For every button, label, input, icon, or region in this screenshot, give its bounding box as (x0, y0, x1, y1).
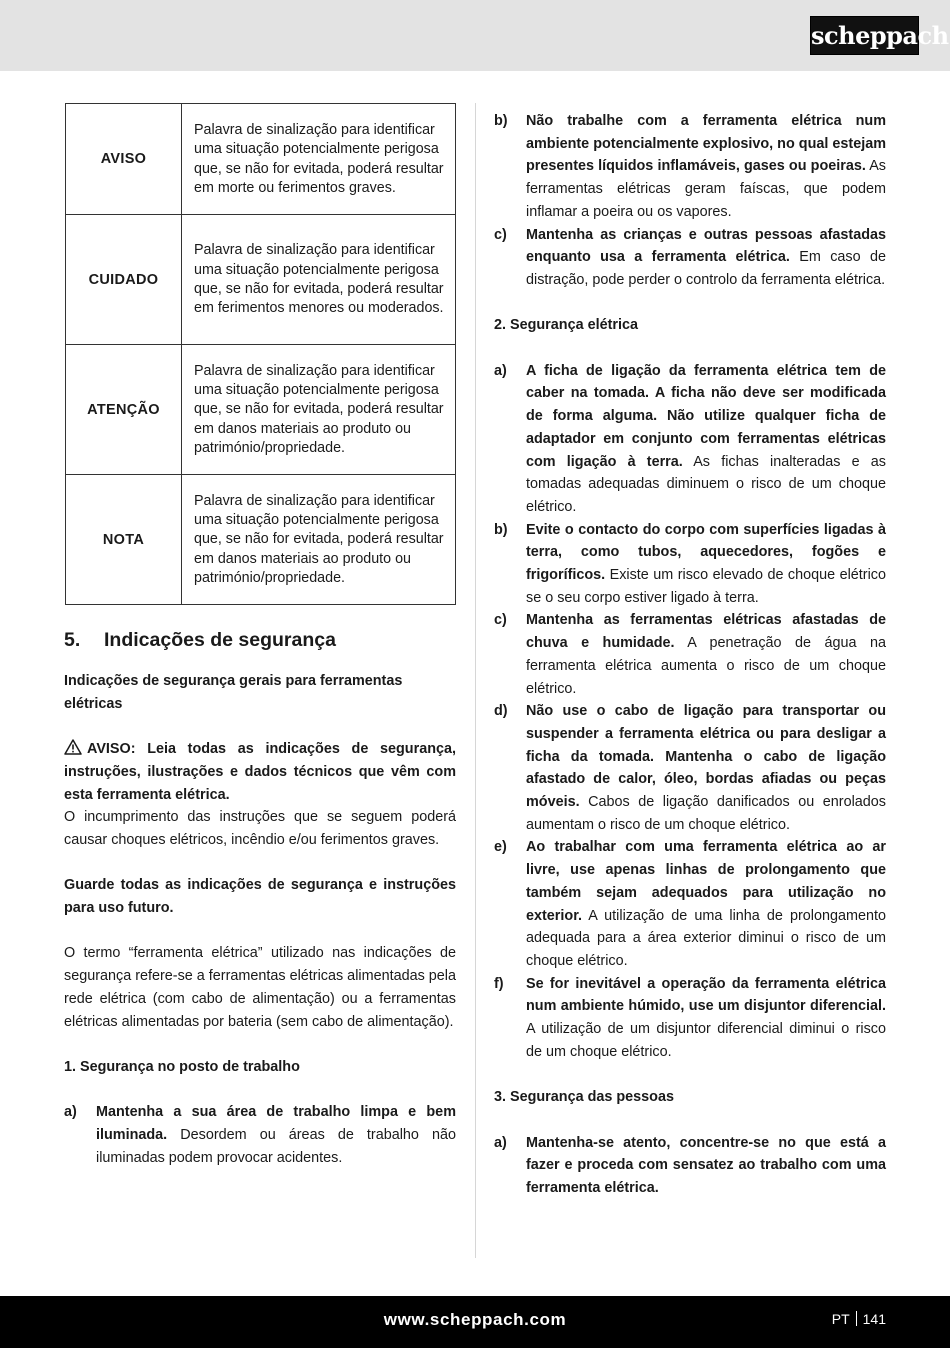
page-number: 141 (862, 1311, 886, 1327)
workplace-heading: 1. Segurança no posto de trabalho (64, 1058, 300, 1075)
section-number: 5. (64, 629, 81, 651)
list-marker: d) (494, 703, 508, 720)
list-marker: a) (494, 362, 507, 379)
signal-word: NOTA (66, 475, 182, 605)
item-bold-text: Ao trabalhar com uma ferramenta elétrica ao ar livre, use apenas linhas de prolongamento que também sejam adequados para utilização no exterior. (526, 839, 886, 924)
list-marker: f) (494, 975, 504, 992)
page-indicator (832, 1311, 886, 1327)
personal-heading: 3. Segurança das pessoas (494, 1089, 674, 1106)
item-text: Existe um risco elevado de choque elétrico se o seu corpo estiver ligado à terra. (526, 567, 886, 606)
item-text: Em caso de distração, pode perder o controlo da ferramenta elétrica. (526, 249, 886, 288)
item-bold-text: Mantenha-se atento, concentre-se no que está a fazer e proceda com sensatez ao trabalho com uma ferramenta elétrica. (526, 1134, 886, 1196)
list-item (64, 1101, 456, 1169)
list-item (494, 1132, 886, 1200)
list-marker: b) (494, 113, 508, 129)
header-bar (0, 0, 950, 71)
item-bold-text: Se for inevitável a operação da ferramenta elétrica num ambiente húmido, use um disjuntor diferencial. (526, 975, 886, 1015)
signal-description: Palavra de sinalização para identificar uma situação potencialmente perigosa que, se não for evitada, poderá resultar em morte ou ferimentos graves. (182, 104, 456, 215)
item-text: Cabos de ligação danificados ou enrolados aumentam o risco de um choque elétrico. (526, 794, 886, 833)
electrical-heading: 2. Segurança elétrica (494, 317, 638, 334)
list-marker: c) (494, 226, 507, 243)
item-text: Desordem ou áreas de trabalho não iluminadas podem provocar acidentes. (96, 1126, 456, 1166)
right-column (494, 110, 886, 1200)
website-link[interactable]: www.scheppach.com (383, 1310, 567, 1329)
signal-word-table (65, 103, 456, 605)
item-bold-text: Evite o contacto do corpo com superfícies ligadas à terra, como tubos, aquecedores, fogões e frigoríficos. (526, 521, 886, 584)
item-bold-text: A ficha de ligação da ferramenta elétrica tem de caber na tomada. A ficha não deve ser modificada de forma alguma. Não utilize qualquer ficha de adaptador em conjunto com ferramentas elétricas com ligação à terra. (526, 362, 886, 470)
list-marker: c) (494, 612, 507, 629)
general-heading: Indicações de segurança gerais para ferramentas elétricas (64, 673, 403, 712)
list-item (494, 519, 886, 610)
list-item (494, 224, 886, 292)
signal-word: CUIDADO (66, 215, 182, 345)
item-text: As fichas inalteradas e as tomadas adequadas diminuem o risco de um choque elétrico. (526, 453, 886, 515)
left-column (64, 625, 456, 1169)
language-code: PT (831, 1311, 850, 1327)
item-bold-text: Mantenha a sua área de trabalho limpa e bem iluminada. (96, 1104, 456, 1143)
warning-bold-text: AVISO: Leia todas as indicações de segurança, instruções, ilustrações e dados técnicos que vêm com esta ferramenta elétrica. (64, 741, 456, 803)
list-item (494, 700, 886, 836)
list-marker: a) (494, 1134, 507, 1151)
item-bold-text: Não use o cabo de ligação para transportar ou suspender a ferramenta elétrica ou para desligar a ficha da tomada. Mantenha o cabo de ligação afastado de calor, óleo, bordas afiadas ou peças móveis. (526, 703, 886, 811)
list-item (494, 110, 886, 224)
warning-text: O incumprimento das instruções que se seguem poderá causar choques elétricos, incêndio e/ou ferimentos graves. (64, 809, 456, 848)
item-text: A penetração de água na ferramenta elétrica aumenta o risco de um choque elétrico. (526, 635, 886, 697)
table-row (66, 475, 456, 605)
list-marker: e) (494, 839, 507, 856)
list-marker: a) (64, 1104, 77, 1121)
separator (856, 1311, 857, 1326)
footer-bar (0, 1296, 950, 1348)
list-item (494, 836, 886, 972)
list-item (494, 973, 886, 1064)
table-row (66, 345, 456, 475)
list-item (494, 609, 886, 700)
item-text: A utilização de um disjuntor diferencial diminui o risco de um choque elétrico. (526, 1021, 886, 1060)
item-bold-text: Mantenha as ferramentas elétricas afastadas de chuva e humidade. (526, 612, 886, 652)
brand-logo: scheppach (810, 16, 919, 55)
item-bold-text: Mantenha as crianças e outras pessoas afastadas enquanto usa a ferramenta elétrica. (526, 226, 886, 266)
table-row (66, 215, 456, 345)
warning-triangle-icon (64, 739, 82, 755)
signal-word: ATENÇÃO (66, 345, 182, 475)
item-text: A utilização de uma linha de prolongamento adequada para a área exterior diminui o risco de um choque elétrico. (526, 907, 886, 969)
section-title (64, 625, 456, 655)
table-row (66, 104, 456, 215)
signal-description: Palavra de sinalização para identificar uma situação potencialmente perigosa que, se não for evitada, poderá resultar em ferimentos menores ou moderados. (182, 215, 456, 345)
list-marker: b) (494, 521, 508, 538)
item-text: As ferramentas elétricas geram faíscas, que podem inflamar a poeira ou os vapores. (526, 158, 886, 220)
signal-word: AVISO (66, 104, 182, 215)
signal-description: Palavra de sinalização para identificar uma situação potencialmente perigosa que, se não for evitada, poderá resultar em danos materiais ao produto ou património/propriedade. (182, 475, 456, 605)
term-definition: O termo “ferramenta elétrica” utilizado nas indicações de segurança refere-se a ferramentas elétricas alimentadas pela rede elétrica (com cabo de alimentação) ou a ferramentas elétricas alimentadas por bateria (sem cabo de alimentação). (64, 945, 456, 1030)
keep-instructions: Guarde todas as indicações de segurança e instruções para uso futuro. (64, 877, 456, 916)
item-bold-text: Não trabalhe com a ferramenta elétrica num ambiente potencialmente explosivo, no qual estejam presentes líquidos inflamáveis, gases ou poeiras. (526, 113, 886, 175)
warning-block (64, 738, 456, 806)
section-title-text: Indicações de segurança (104, 629, 336, 651)
column-divider (475, 103, 476, 1258)
list-item (494, 360, 886, 519)
signal-description: Palavra de sinalização para identificar uma situação potencialmente perigosa que, se não for evitada, poderá resultar em danos materiais ao produto ou património/propriedade. (182, 345, 456, 475)
